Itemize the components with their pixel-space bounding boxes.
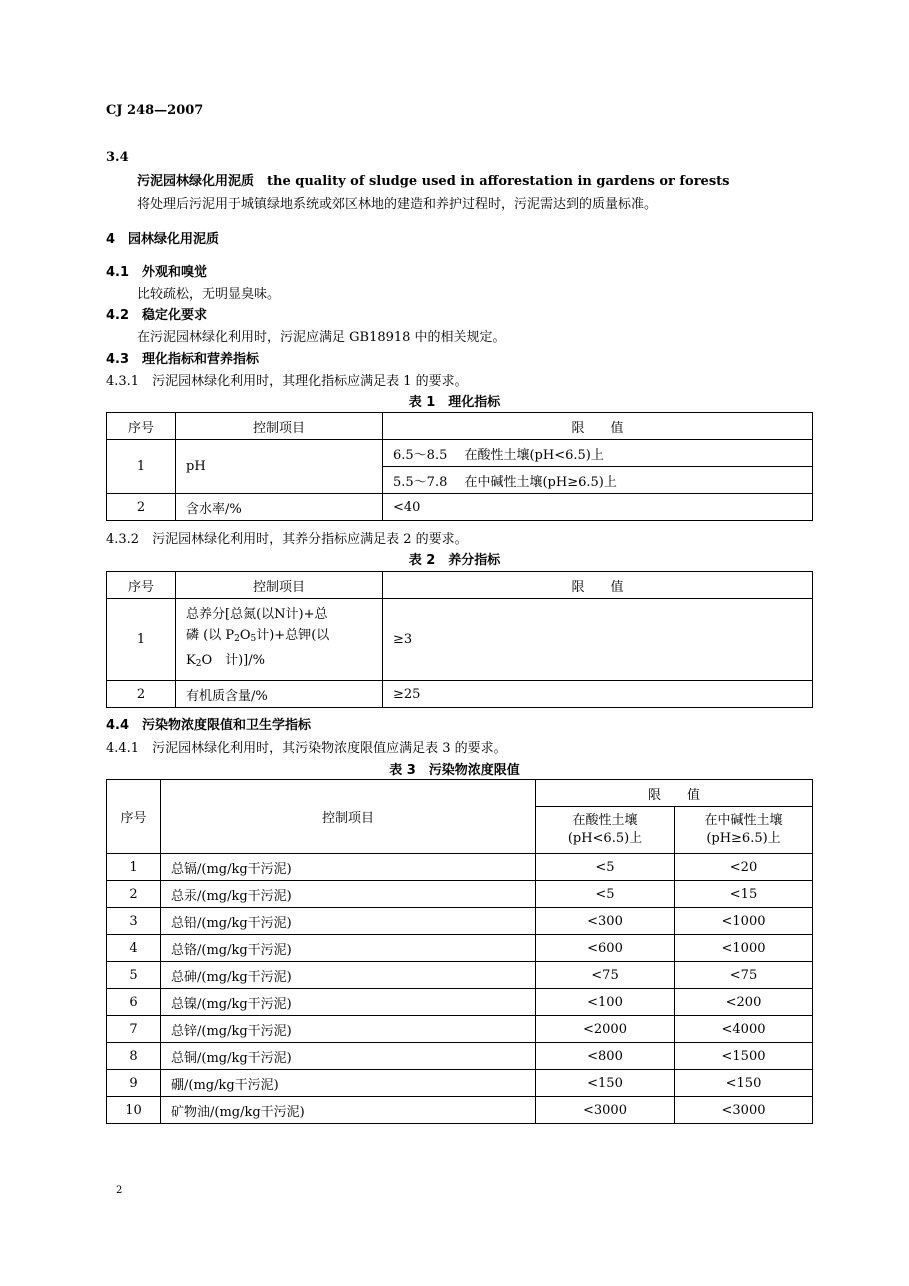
subscript: 2: [234, 634, 240, 644]
limit-alkaline: <200: [675, 989, 813, 1016]
row-number: 3: [107, 908, 161, 935]
table-header-cell: 限 值: [536, 780, 813, 807]
control-item: 总砷/(mg/kg干污泥): [161, 962, 536, 989]
table-row: [107, 440, 813, 467]
control-item: 总锌/(mg/kg干污泥): [161, 1016, 536, 1043]
table-row: [107, 854, 813, 881]
control-item-line: 总养分[总氮(以N计)+总: [186, 607, 328, 622]
row-number: 2: [107, 494, 176, 521]
section-3-4-definition: 将处理后污泥用于城镇绿地系统或郊区林地的建造和养护过程时，污泥需达到的质量标准。: [137, 197, 658, 212]
table-header-cell: 控制项目: [176, 413, 383, 440]
limit-acidic: <800: [536, 1043, 675, 1070]
header-line: (pH≥6.5)上: [706, 831, 781, 846]
limit-acidic: <5: [536, 854, 675, 881]
control-item: 总镍/(mg/kg干污泥): [161, 989, 536, 1016]
table-header-cell: [675, 807, 813, 854]
limit-acidic: <75: [536, 962, 675, 989]
limit-acidic: <100: [536, 989, 675, 1016]
limit-value: 5.5～7.8 在中碱性土壤(pH≥6.5)上: [383, 467, 813, 494]
control-item: 总铜/(mg/kg干污泥): [161, 1043, 536, 1070]
text-fragment: O: [239, 628, 251, 643]
table-header-cell: 序号: [107, 413, 176, 440]
table-header-cell: [536, 807, 675, 854]
limit-alkaline: <1500: [675, 1043, 813, 1070]
table-row: [107, 1070, 813, 1097]
table-header-cell: 控制项目: [161, 780, 536, 854]
table-3: [106, 779, 813, 1124]
section-4-3-2-text: 4.3.2 污泥园林绿化利用时，其养分指标应满足表 2 的要求。: [106, 532, 468, 547]
table-2: [106, 571, 813, 708]
limit-alkaline: <1000: [675, 935, 813, 962]
table-1-caption: 表 1 理化指标: [408, 395, 501, 410]
section-4-2-text: 在污泥园林绿化利用时，污泥应满足 GB18918 中的相关规定。: [137, 330, 506, 345]
control-item: 矿物油/(mg/kg干污泥): [161, 1097, 536, 1124]
table-row: [107, 1097, 813, 1124]
table-header-cell: 序号: [107, 572, 176, 599]
row-number: 1: [107, 440, 176, 494]
limit-value: 6.5～8.5 在酸性土壤(pH<6.5)上: [383, 440, 813, 467]
table-header-row: [107, 780, 813, 807]
text-fragment: K: [186, 653, 196, 668]
table-row: [107, 881, 813, 908]
text-fragment: 磷 (以 P: [186, 628, 235, 643]
limit-value: ≥25: [383, 681, 813, 708]
row-number: 2: [107, 681, 176, 708]
section-4-1-text: 比较疏松，无明显臭味。: [137, 287, 281, 302]
table-row: [107, 962, 813, 989]
limit-alkaline: <3000: [675, 1097, 813, 1124]
table-row: [107, 935, 813, 962]
section-4-4-heading: 4.4 污染物浓度限值和卫生学指标: [106, 718, 312, 733]
table-header-row: [107, 572, 813, 599]
section-4-3-1-text: 4.3.1 污泥园林绿化利用时，其理化指标应满足表 1 的要求。: [106, 374, 468, 389]
section-4-3-heading: 4.3 理化指标和营养指标: [106, 352, 260, 367]
table-2-caption: 表 2 养分指标: [408, 553, 501, 568]
table-header-cell: 限 值: [383, 413, 813, 440]
table-row: [107, 494, 813, 521]
table-3-body: [107, 854, 813, 1124]
page-number: 2: [116, 1185, 123, 1196]
limit-value: <40: [383, 494, 813, 521]
table-row: [107, 989, 813, 1016]
row-number: 10: [107, 1097, 161, 1124]
limit-acidic: <5: [536, 881, 675, 908]
header-line: 在酸性土壤: [572, 813, 638, 828]
row-number: 4: [107, 935, 161, 962]
limit-acidic: <3000: [536, 1097, 675, 1124]
control-item: pH: [176, 440, 383, 494]
limit-acidic: <300: [536, 908, 675, 935]
table-header-cell: 序号: [107, 780, 161, 854]
row-number: 2: [107, 881, 161, 908]
table-row: [107, 1016, 813, 1043]
row-number: 5: [107, 962, 161, 989]
text-fragment: O 计)]/%: [201, 653, 265, 668]
section-4-4-1-text: 4.4.1 污泥园林绿化利用时，其污染物浓度限值应满足表 3 的要求。: [106, 741, 507, 756]
table-header-cell: 控制项目: [176, 572, 383, 599]
control-item-line: [186, 625, 382, 650]
row-number: 9: [107, 1070, 161, 1097]
header-line: (pH<6.5)上: [567, 831, 643, 846]
limit-alkaline: <20: [675, 854, 813, 881]
section-4-1-heading: 4.1 外观和嗅觉: [106, 265, 208, 280]
row-number: 8: [107, 1043, 161, 1070]
section-3-4-term: 污泥园林绿化用泥质 the quality of sludge used in afforestation in gardens or forests: [137, 174, 730, 189]
table-header-cell: 限 值: [383, 572, 813, 599]
limit-acidic: <2000: [536, 1016, 675, 1043]
table-row: [107, 1043, 813, 1070]
standard-code: CJ 248—2007: [106, 103, 204, 118]
text-fragment: 计)+总钾(以: [256, 628, 330, 643]
control-item: [176, 599, 383, 681]
limit-value: ≥3: [383, 599, 813, 681]
table-row: [107, 599, 813, 681]
control-item: 总镉/(mg/kg干污泥): [161, 854, 536, 881]
section-4-heading: 4 园林绿化用泥质: [106, 232, 220, 247]
row-number: 1: [107, 854, 161, 881]
control-item: 含水率/%: [176, 494, 383, 521]
control-item: 总铅/(mg/kg干污泥): [161, 908, 536, 935]
row-number: 7: [107, 1016, 161, 1043]
section-4-2-heading: 4.2 稳定化要求: [106, 308, 208, 323]
limit-alkaline: <1000: [675, 908, 813, 935]
limit-acidic: <600: [536, 935, 675, 962]
subscript: 5: [250, 634, 257, 644]
control-item-line: [186, 650, 382, 675]
table-row: [107, 908, 813, 935]
table-1: [106, 412, 813, 521]
section-3-4-number: 3.4: [106, 150, 129, 165]
limit-alkaline: <4000: [675, 1016, 813, 1043]
table-3-caption: 表 3 污染物浓度限值: [389, 763, 520, 778]
header-line: 在中碱性土壤: [704, 813, 783, 828]
limit-acidic: <150: [536, 1070, 675, 1097]
table-header-row: [107, 413, 813, 440]
control-item: 总铬/(mg/kg干污泥): [161, 935, 536, 962]
control-item: 总汞/(mg/kg干污泥): [161, 881, 536, 908]
row-number: 1: [107, 599, 176, 681]
limit-alkaline: <15: [675, 881, 813, 908]
limit-alkaline: <75: [675, 962, 813, 989]
row-number: 6: [107, 989, 161, 1016]
control-item: 硼/(mg/kg干污泥): [161, 1070, 536, 1097]
table-row: [107, 681, 813, 708]
subscript: 2: [195, 659, 202, 669]
control-item: 有机质含量/%: [176, 681, 383, 708]
limit-alkaline: <150: [675, 1070, 813, 1097]
